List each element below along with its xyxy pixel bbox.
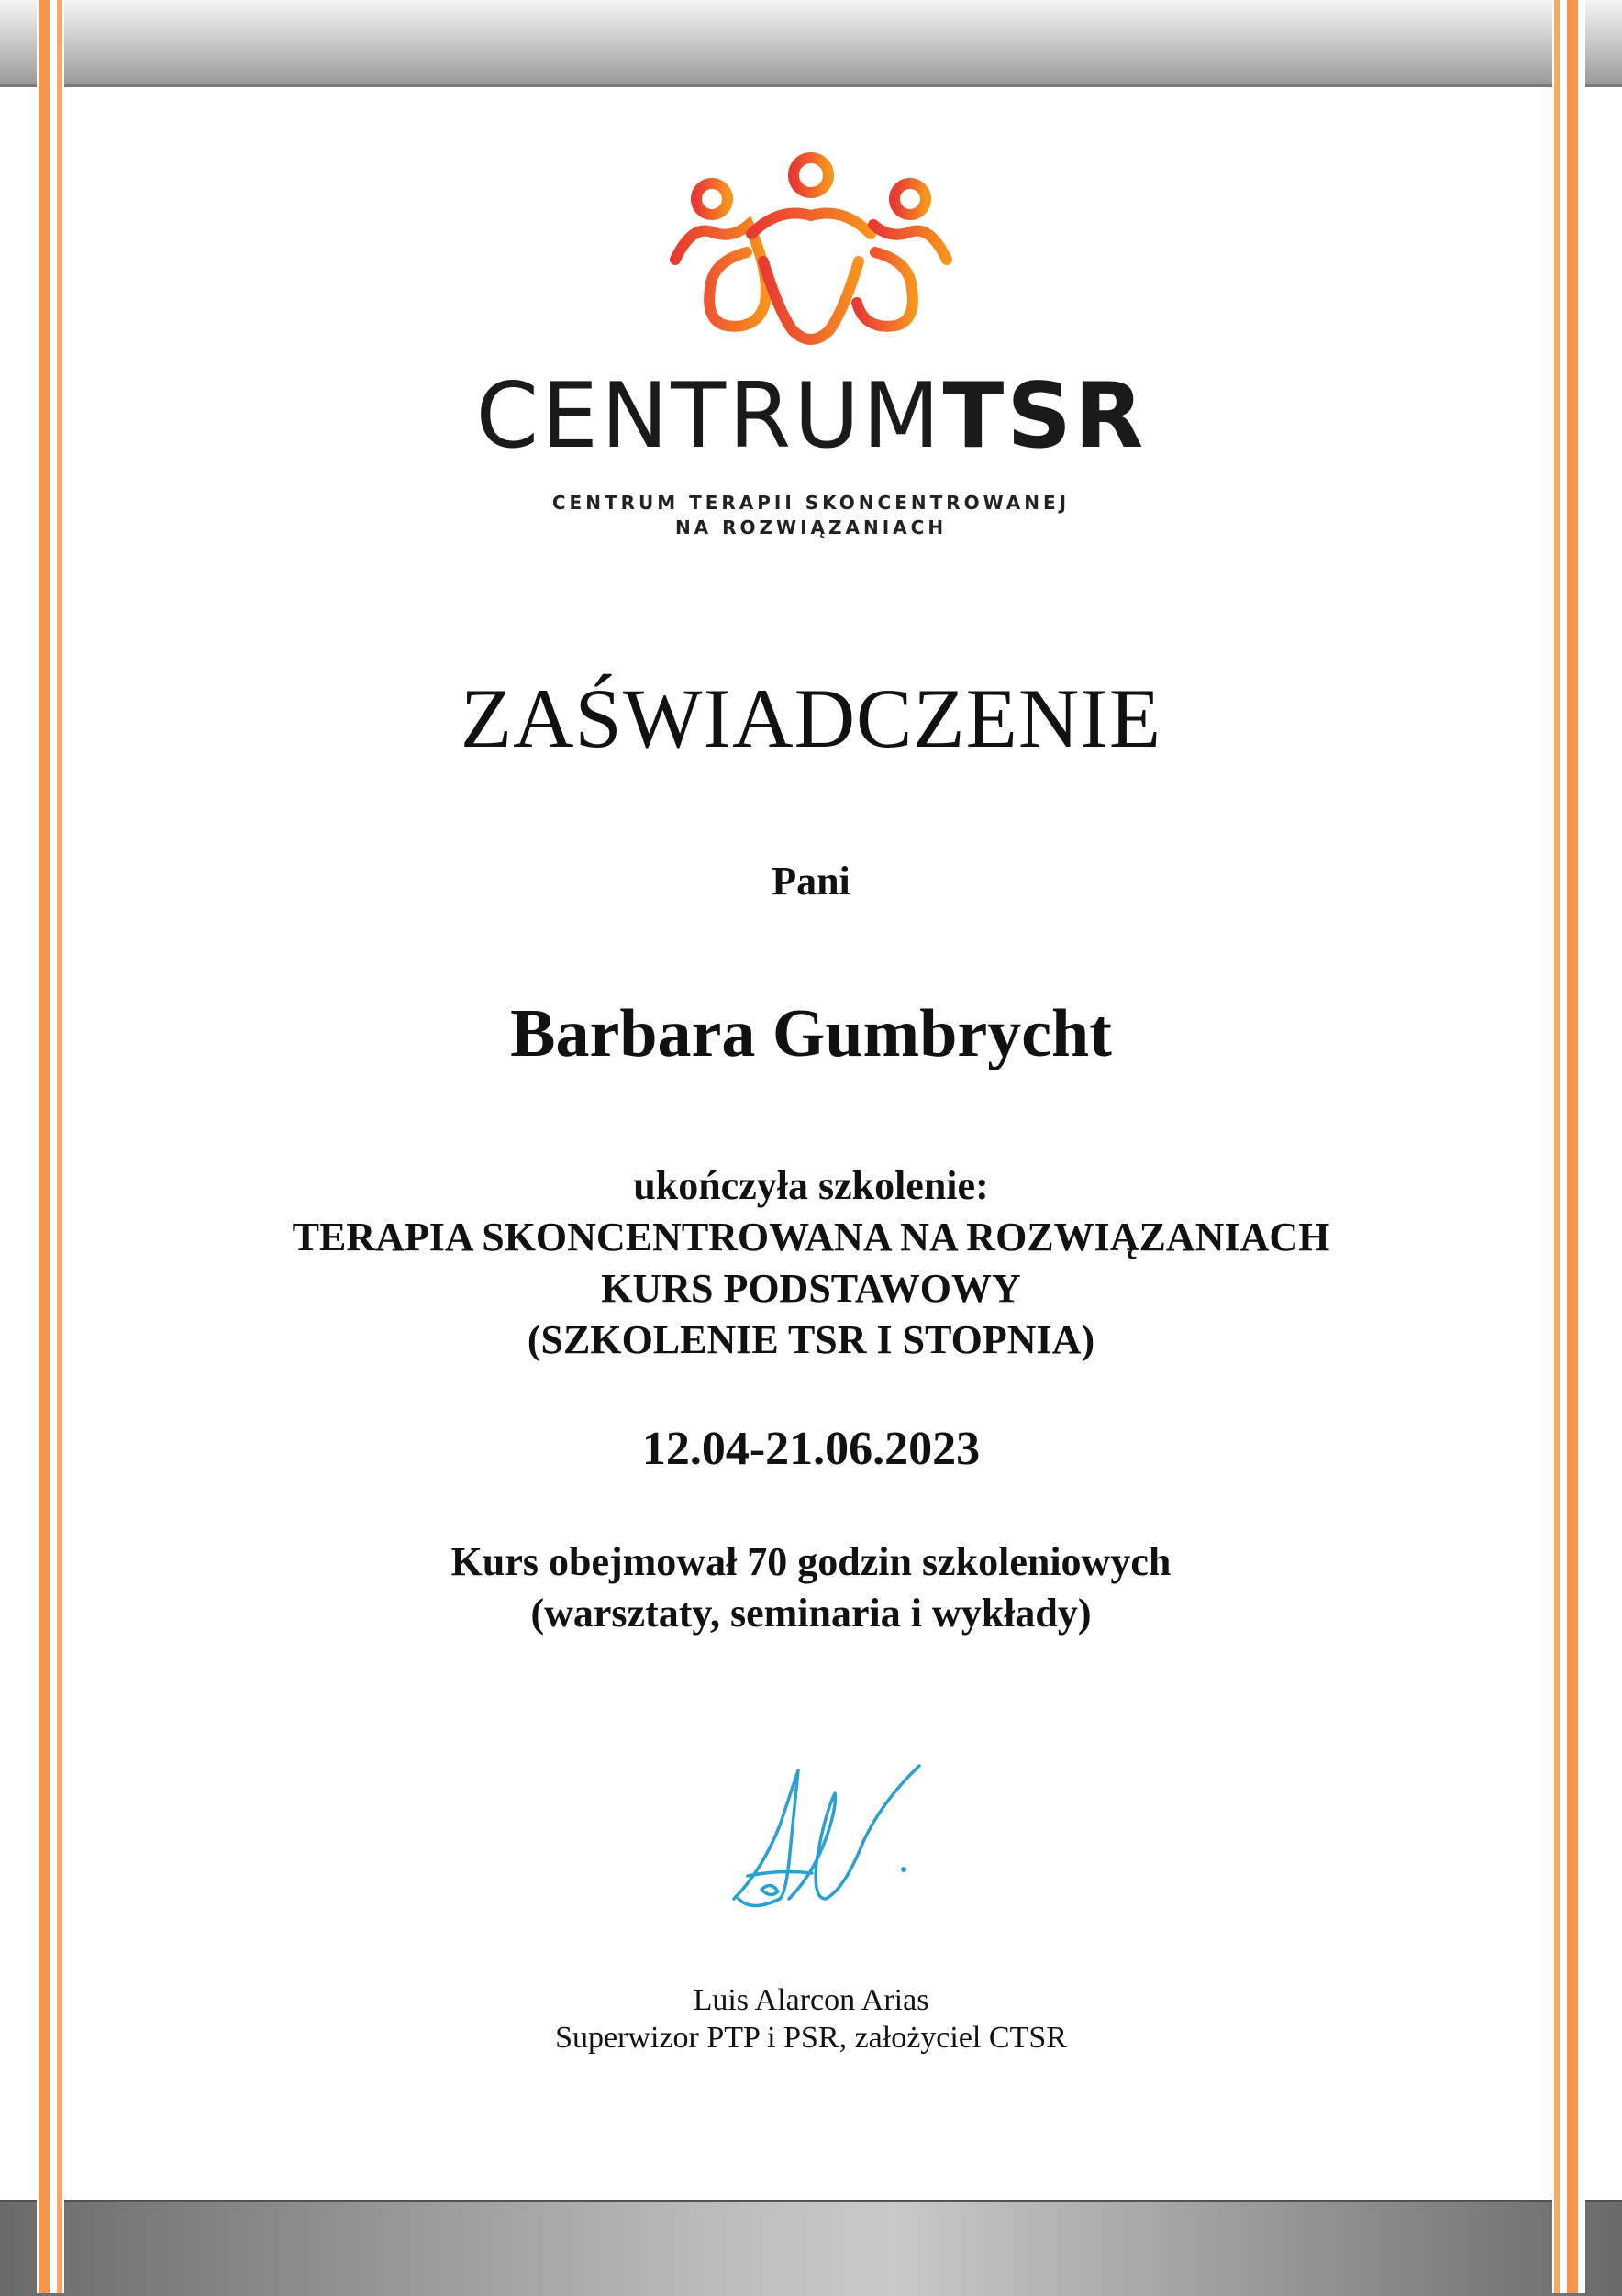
course-name: TERAPIA SKONCENTROWANA NA ROZWIĄZANIACH	[292, 1215, 1330, 1259]
signatory-name: Luis Alarcon Arias	[693, 1983, 929, 2017]
course-block	[0, 1160, 1622, 1366]
signatory-role: Superwizor PTP i PSR, założyciel CTSR	[555, 2021, 1067, 2055]
centrum-tsr-logo	[0, 151, 1622, 349]
hours-line1: Kurs obejmował 70 godzin szkoleniowych	[450, 1539, 1172, 1584]
course-level: KURS PODSTAWOWY	[601, 1266, 1021, 1311]
brand-subtitle	[0, 491, 1622, 540]
bottom-decorative-bar	[0, 2200, 1622, 2296]
signatory-block	[0, 1981, 1622, 2057]
handwritten-signature	[725, 1761, 936, 1917]
recipient-name: Barbara Gumbrycht	[510, 996, 1112, 1071]
course-note: (SZKOLENIE TSR I STOPNIA)	[527, 1317, 1095, 1362]
brand-subtitle-line2: NA ROZWIĄZANIACH	[674, 516, 948, 538]
brand-wordmark	[0, 364, 1622, 469]
people-logo-icon	[655, 151, 967, 349]
hours-block	[0, 1536, 1622, 1639]
brand-light: CENTRUM	[475, 364, 943, 469]
salutation: Pani	[772, 859, 850, 904]
top-decorative-bar	[0, 0, 1622, 87]
course-dates: 12.04-21.06.2023	[641, 1423, 981, 1475]
course-intro: ukończyła szkolenie:	[633, 1163, 989, 1208]
hours-line2: (warsztaty, seminaria i wykłady)	[530, 1591, 1092, 1636]
brand-subtitle-line1: CENTRUM TERAPII SKONCENTROWANEJ	[551, 492, 1071, 514]
certificate-title: ZAŚWIADCZENIE	[460, 671, 1162, 765]
brand-bold: TSR	[942, 364, 1147, 469]
